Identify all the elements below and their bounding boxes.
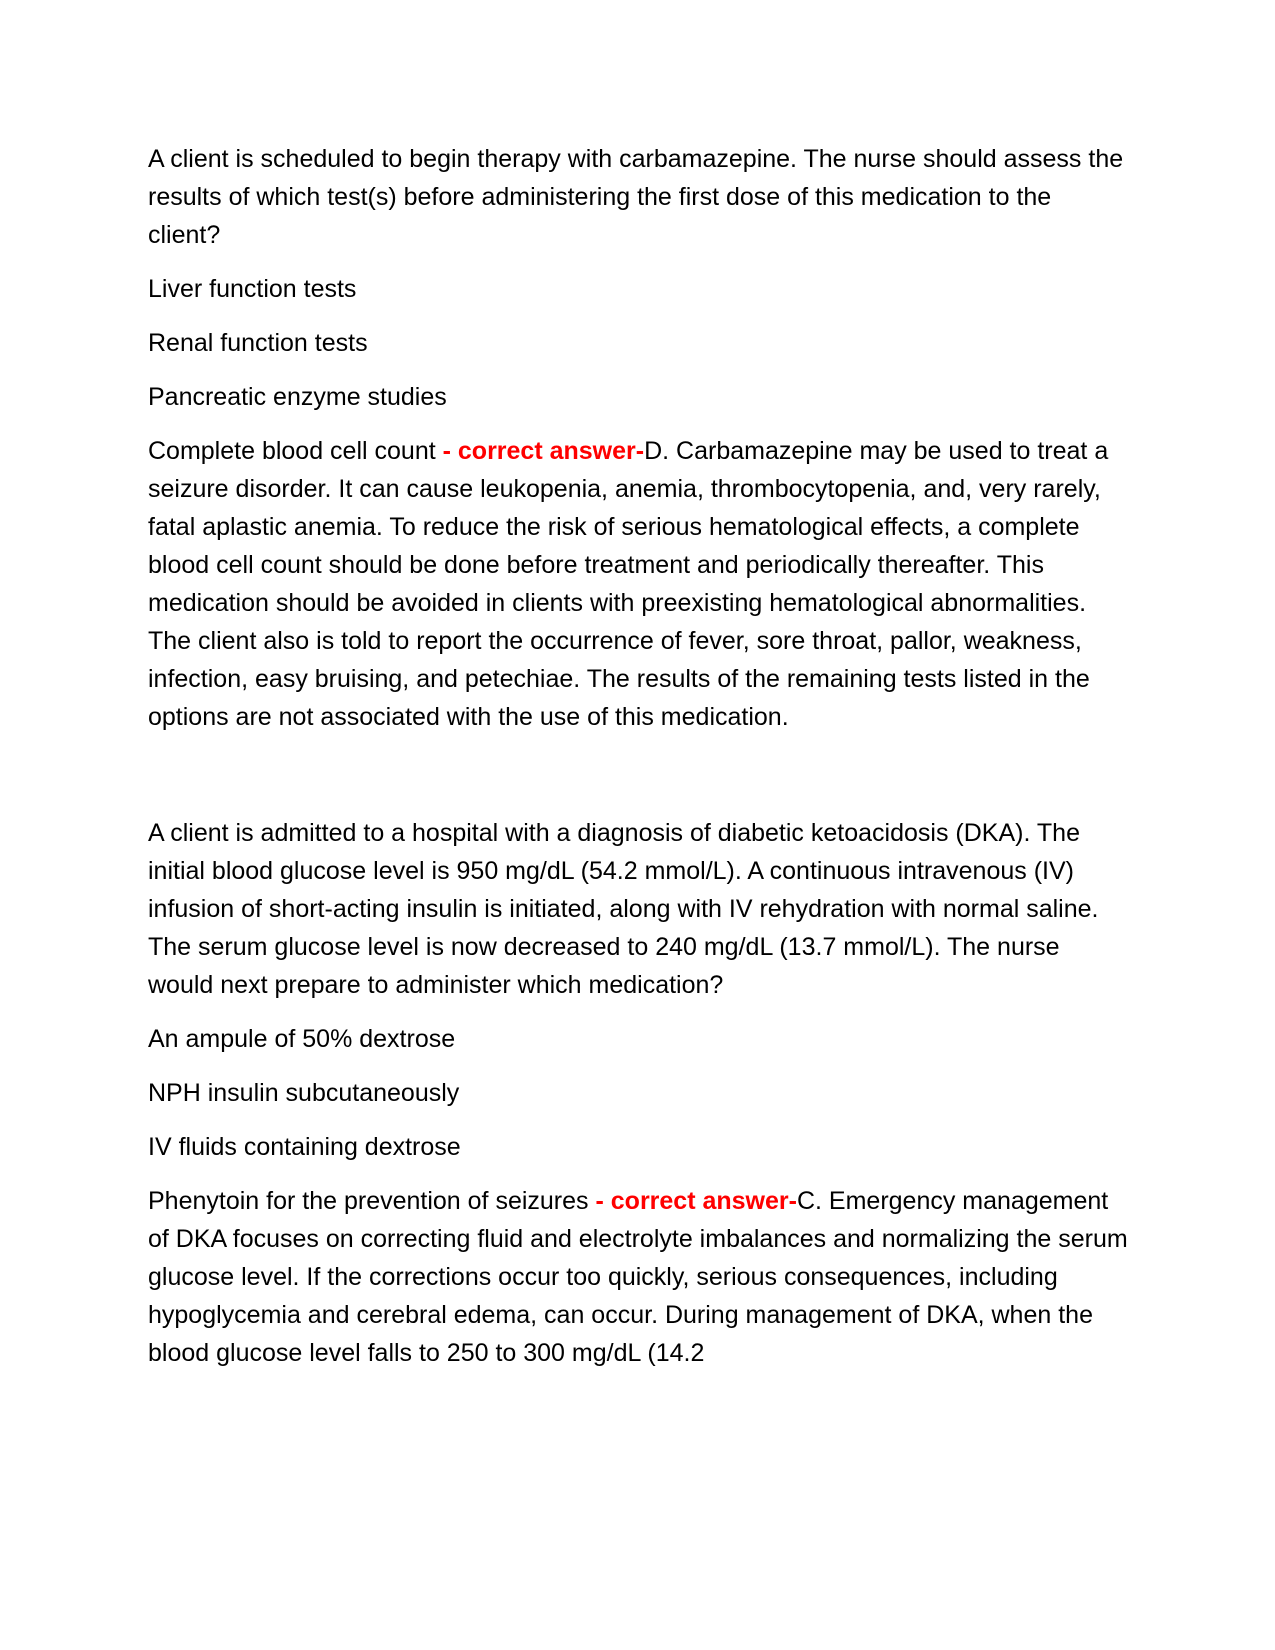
answer-with-rationale <box>148 1182 1128 1372</box>
question-stem: A client is admitted to a hospital with a diagnosis of diabetic ketoacidosis (DKA). The initial blood glucose level is 950 mg/dL (54.2 mmol/L). A continuous intravenous (IV) infusion of short-acting insulin is initiated, along with IV rehydration with normal saline. The serum glucose level is now decreased to 240 mg/dL (13.7 mmol/L). The nurse would next prepare to administer which medication? <box>148 819 1099 999</box>
question-separator <box>148 736 1128 814</box>
answer-option: NPH insulin subcutaneously <box>148 1079 460 1107</box>
answer-option: Renal function tests <box>148 329 368 357</box>
question-stem: A client is scheduled to begin therapy with carbamazepine. The nurse should assess the results of which test(s) before administering the first dose of this medication to the client? <box>148 145 1124 249</box>
document-page <box>148 140 1128 1372</box>
answer-option: Phenytoin for the prevention of seizures <box>148 1187 596 1215</box>
question-block-1 <box>148 140 1128 736</box>
answer-option: Liver function tests <box>148 275 357 303</box>
rationale-text: C. Emergency management of DKA focuses on correcting fluid and electrolyte imbalances and normalizing the serum glucose level. If the corrections occur too quickly, serious consequences, including hypoglycemia and cerebral edema, can occur. During management of DKA, when the blood glucose level falls to 250 to 300 mg/dL (14.2 <box>148 1187 1128 1367</box>
correct-answer-label: - correct answer- <box>442 437 645 465</box>
answer-option: Pancreatic enzyme studies <box>148 383 447 411</box>
answer-option: Complete blood cell count <box>148 437 443 465</box>
answer-option: An ampule of 50% dextrose <box>148 1025 456 1053</box>
answer-option: IV fluids containing dextrose <box>148 1133 461 1161</box>
question-block-2 <box>148 814 1128 1372</box>
correct-answer-label: - correct answer- <box>595 1187 797 1215</box>
rationale-text: D. Carbamazepine may be used to treat a seizure disorder. It can cause leukopenia, anemia, thrombocytopenia, and, very rarely, fatal aplastic anemia. To reduce the risk of serious hematological effects, a complete blood cell count should be done before treatment and periodically thereafter. This medication should be avoided in clients with preexisting hematological abnormalities. The client also is told to report the occurrence of fever, sore throat, pallor, weakness, infection, easy bruising, and petechiae. The results of the remaining tests listed in the options are not associated with the use of this medication. <box>148 437 1109 731</box>
answer-with-rationale <box>148 432 1128 736</box>
